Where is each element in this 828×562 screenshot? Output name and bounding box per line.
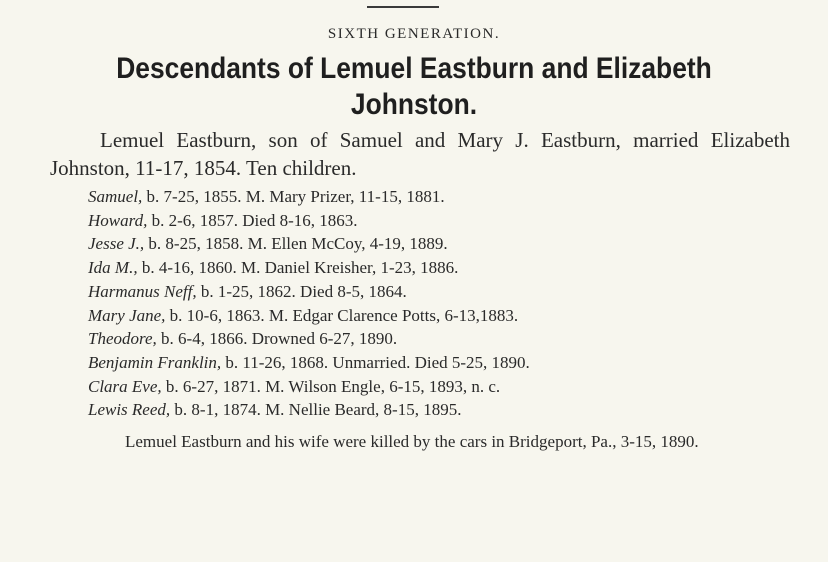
child-entry bbox=[88, 304, 788, 328]
child-details: b. 1-25, 1862. Died 8-5, 1864. bbox=[200, 281, 407, 301]
child-entry bbox=[88, 209, 788, 233]
intro-paragraph: Lemuel Eastburn, son of Samuel and Mary J. Eastburn, married Elizabeth Johnston, 11-17, 1854. Ten children. bbox=[50, 128, 790, 180]
child-details: b. 4-16, 1860. M. Daniel Kreisher, 1-23, 1886. bbox=[141, 258, 459, 278]
child-name: Mary Jane, bbox=[88, 305, 166, 325]
child-entry bbox=[88, 351, 788, 375]
child-details: b. 6-4, 1866. Drowned 6-27, 1890. bbox=[161, 329, 398, 349]
child-name: Harmanus Neff, bbox=[88, 281, 197, 301]
child-entry bbox=[88, 232, 788, 256]
child-details: b. 10-6, 1863. M. Edgar Clarence Potts, 6-13,1883. bbox=[169, 305, 519, 325]
page-title: Descendants of Lemuel Eastburn and Elizabeth Johnston. bbox=[116, 52, 712, 121]
children-list bbox=[88, 185, 788, 422]
child-name: Jesse J., bbox=[88, 234, 145, 254]
child-name: Lewis Reed, bbox=[88, 400, 171, 420]
child-details: b. 8-25, 1858. M. Ellen McCoy, 4-19, 1889. bbox=[148, 234, 448, 254]
child-entry bbox=[88, 256, 788, 280]
header-rule bbox=[367, 6, 439, 8]
child-name: Samuel, bbox=[88, 187, 143, 206]
child-details: b. 8-1, 1874. M. Nellie Beard, 8-15, 1895. bbox=[174, 400, 462, 420]
child-entry bbox=[88, 185, 788, 209]
child-entry bbox=[88, 280, 788, 304]
child-name: Clara Eve, bbox=[88, 376, 162, 396]
child-name: Theodore, bbox=[88, 329, 157, 349]
closing-paragraph: Lemuel Eastburn and his wife were killed by the cars in Bridgeport, Pa., 3-15, 1890. bbox=[125, 432, 699, 451]
child-entry bbox=[88, 398, 788, 422]
child-details: b. 11-26, 1868. Unmarried. Died 5-25, 1890. bbox=[225, 352, 530, 372]
child-details: b. 6-27, 1871. M. Wilson Engle, 6-15, 1893, n. c. bbox=[165, 376, 501, 396]
child-name: Benjamin Franklin, bbox=[88, 352, 222, 372]
child-entry bbox=[88, 375, 788, 399]
child-details: b. 2-6, 1857. Died 8-16, 1863. bbox=[151, 210, 358, 230]
generation-heading: SIXTH GENERATION. bbox=[327, 26, 501, 42]
child-entry bbox=[88, 327, 788, 351]
child-name: Ida M., bbox=[88, 258, 138, 278]
child-name: Howard, bbox=[88, 210, 148, 230]
child-details: b. 7-25, 1855. M. Mary Prizer, 11-15, 1881. bbox=[146, 187, 445, 206]
